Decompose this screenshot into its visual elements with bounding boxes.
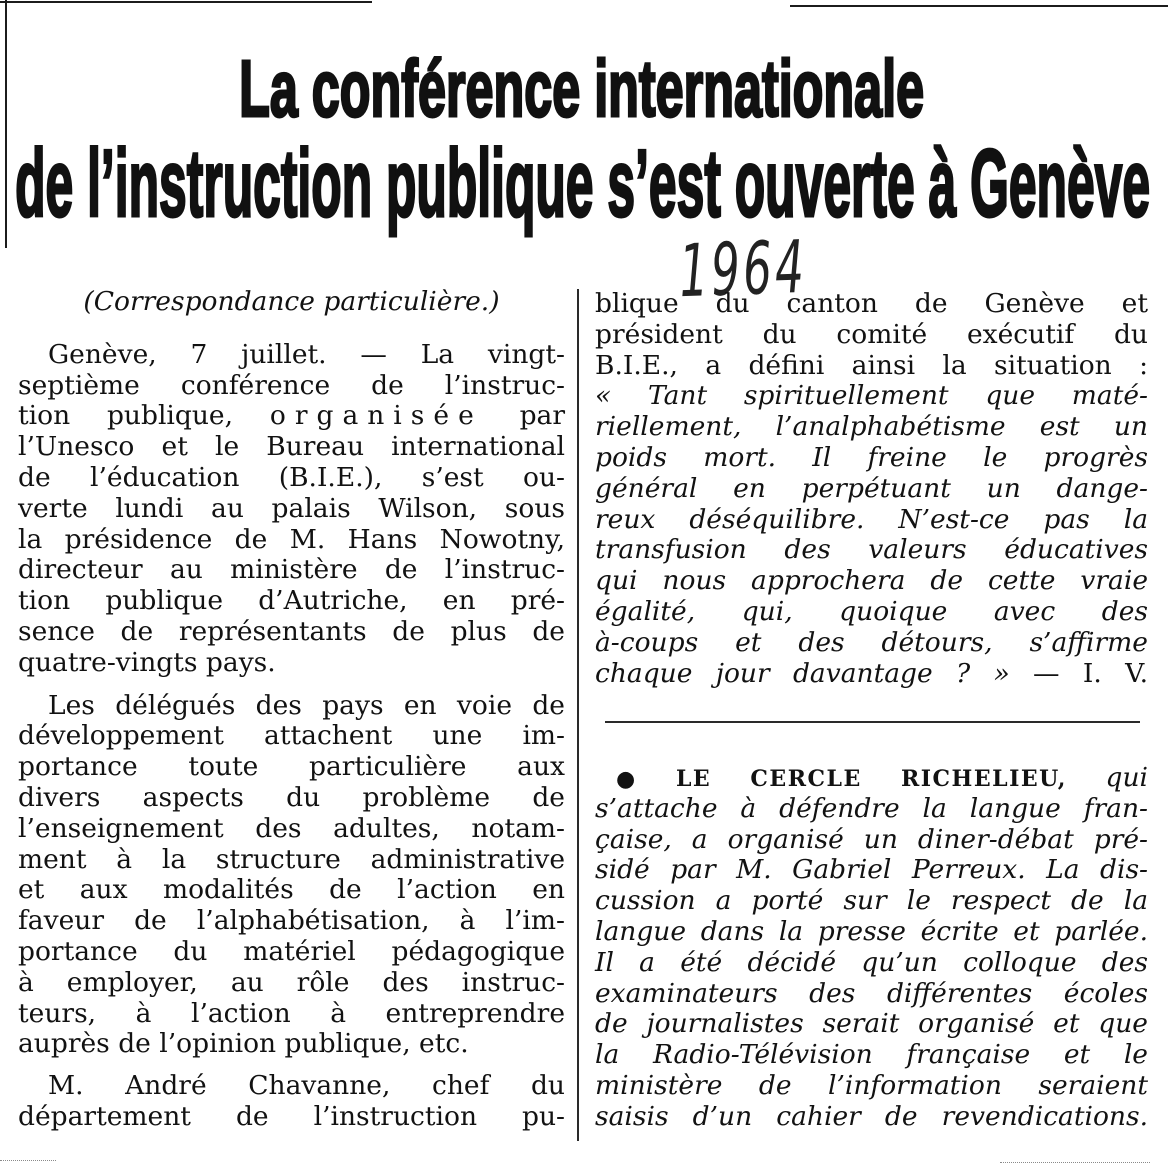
- text-line: [595, 763, 1148, 794]
- text-line: de journalistes serait organisé et que: [595, 1008, 1148, 1040]
- quote-line: « Tant spirituellement que maté-: [595, 380, 1148, 412]
- text-line: septième conférence de l’instruc-: [18, 369, 565, 401]
- text-segment: tion publique,: [18, 400, 270, 432]
- clipping-edge-bottom-right: [1000, 1162, 1150, 1163]
- text-line: département de l’instruction pu-: [18, 1100, 565, 1132]
- text-line: blique du canton de Genève et: [595, 288, 1148, 319]
- quote-line: égalité, qui, quoique avec des: [595, 595, 1148, 627]
- text-line: cussion a porté sur le respect de la: [595, 885, 1148, 917]
- text-line: divers aspects du problème de: [18, 781, 565, 813]
- quote-end: chaque jour davantage ? »: [595, 657, 1010, 689]
- text-segment: par: [482, 400, 566, 432]
- text-line: teurs, à l’action à entreprendre: [18, 997, 565, 1029]
- headline-line-1: La conférence internationale: [239, 44, 925, 133]
- text-line: Il a été décidé qu’un colloque des: [595, 946, 1148, 978]
- column-divider: [577, 289, 579, 1141]
- clipping-edge-top-left: [0, 1, 372, 3]
- text-line: la Radio-Télévision française et le: [595, 1039, 1148, 1071]
- headline-line-2: de l’instruction publique s’est ouverte à Genève: [15, 130, 1151, 237]
- right-column-brief: [595, 763, 1148, 1133]
- text-line: çaise, a organisé un diner-débat pré-: [595, 823, 1148, 855]
- clipping-edge-left: [5, 0, 7, 248]
- text-line: et aux modalités de l’action en: [18, 874, 565, 906]
- handwritten-year: 1964: [677, 224, 809, 314]
- brief-heading: ● LE CERCLE RICHELIEU,: [616, 766, 1067, 792]
- quote-line: poids mort. Il freine le progrès: [595, 441, 1148, 473]
- text-line: développement attachent une im-: [18, 720, 565, 752]
- text-line: ministère de l’information seraient: [595, 1069, 1148, 1101]
- text-line: auprès de l’opinion publique, etc.: [18, 1028, 469, 1060]
- text-line: B.I.E., a défini ainsi la situation :: [595, 349, 1148, 381]
- text-line: portance du matériel pédagogique: [18, 935, 565, 967]
- text-line: s’attache à défendre la langue fran-: [595, 792, 1148, 824]
- text-line: faveur de l’alphabétisation, à l’im-: [18, 905, 565, 937]
- text-line: la présidence de M. Hans Nowotny,: [18, 523, 565, 555]
- text-line: langue dans la presse écrite et parlée.: [595, 915, 1148, 947]
- quote-line: riellement, l’analphabétisme est un: [595, 411, 1148, 443]
- author-initials: — I. V.: [1009, 657, 1148, 689]
- paragraph: [18, 340, 565, 679]
- left-column: [18, 287, 565, 1133]
- text-line: de l’éducation (B.I.E.), s’est ou-: [18, 461, 565, 493]
- text-line: examinateurs des différentes écoles: [595, 977, 1148, 1009]
- text-line: tion publique d’Autriche, en pré-: [18, 585, 565, 617]
- quote-line: [595, 659, 1148, 690]
- clipping-edge-bottom-left: [0, 1160, 56, 1161]
- text-line: sidé par M. Gabriel Perreux. La dis-: [595, 854, 1148, 886]
- text-line: Les délégués des pays en voie de: [48, 689, 565, 721]
- text-segment: qui: [1066, 762, 1148, 793]
- text-line: verte lundi au palais Wilson, sous: [18, 492, 565, 524]
- text-line: directeur au ministère de l’instruc-: [18, 554, 565, 586]
- text-line: l’Unesco et le Bureau international: [18, 431, 565, 463]
- text-line: à employer, au rôle des instruc-: [18, 966, 565, 998]
- text-line: sence de représentants de plus de: [18, 615, 565, 647]
- text-line: président du comité exécutif du: [595, 318, 1148, 350]
- quote-line: général en perpétuant un dange-: [595, 472, 1148, 504]
- right-column-continuation: [595, 289, 1148, 689]
- quote-line: transfusion des valeurs éducatives: [595, 534, 1148, 566]
- text-line: l’enseignement des adultes, notam-: [18, 812, 565, 844]
- quote-line: à-coups et des détours, s’affirme: [595, 626, 1148, 658]
- text-line: portance toute particulière aux: [18, 751, 565, 783]
- quote-line: reux déséquilibre. N’est-ce pas la: [595, 503, 1148, 535]
- spaced-word: organisée: [269, 400, 483, 432]
- byline: (Correspondance particulière.): [83, 286, 500, 317]
- text-line: saisis d’un cahier de revendications.: [595, 1100, 1148, 1132]
- text-line: M. André Chavanne, chef du: [48, 1070, 565, 1102]
- text-line: Genève, 7 juillet. — La vingt-: [48, 338, 565, 370]
- quote-line: qui nous approchera de cette vraie: [595, 565, 1148, 597]
- text-line: ment à la structure administrative: [18, 843, 565, 875]
- paragraph: [18, 1071, 565, 1133]
- text-line: quatre-vingts pays.: [18, 646, 276, 678]
- paragraph: [18, 691, 565, 1061]
- section-rule: [605, 721, 1140, 723]
- text-line: [18, 401, 565, 432]
- clipping-edge-top-right: [790, 5, 1168, 7]
